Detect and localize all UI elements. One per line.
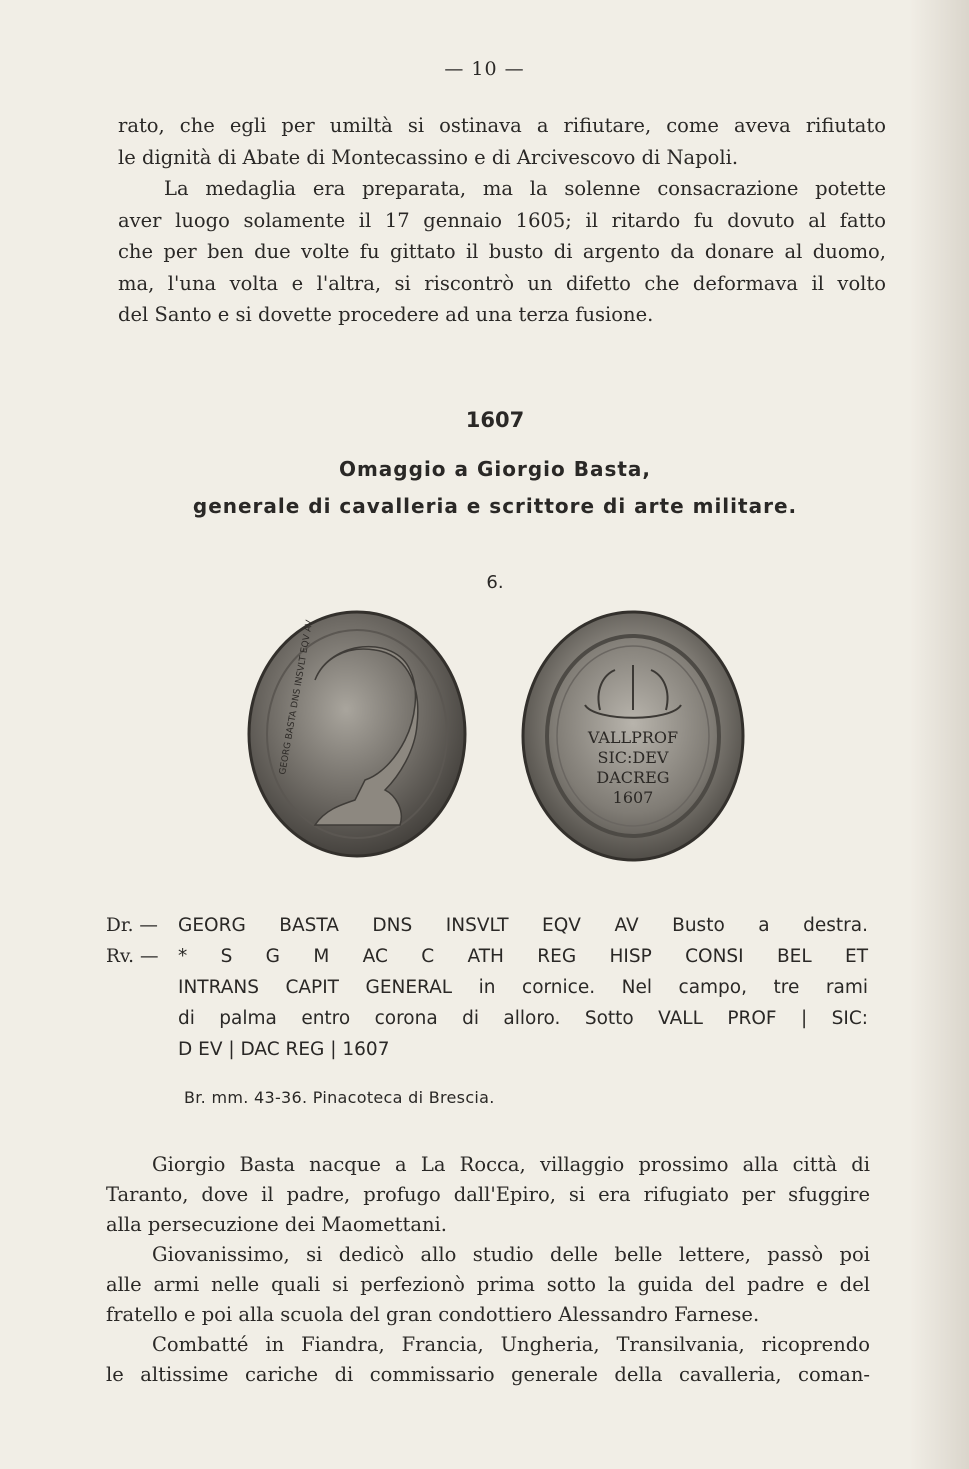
page-edge-shadow (909, 0, 969, 1469)
text-line: La medaglia era preparata, ma la solenne consacrazione potette (164, 177, 886, 200)
text-line: Combatté in Fiandra, Francia, Ungheria, Transilvania, ricoprendo (152, 1333, 870, 1356)
entry-title-line1: Omaggio a Giorgio Basta, (338, 457, 652, 481)
text-line: che per ben due volte fu gittato il busto di argento da donare al duomo, (118, 240, 886, 263)
text-line: alle armi nelle quali si perfezionò prima sotto la guida del padre e del (106, 1273, 870, 1296)
obverse-medal (249, 612, 465, 856)
text-line: alla persecuzione dei Maomettani. (106, 1213, 447, 1236)
row-text: * S G M AC C ATH REG HISP CONSI BEL ET (178, 946, 868, 967)
biography-paragraphs (106, 1150, 870, 1390)
text-line: Giovanissimo, si dedicò allo studio delle belle lettere, passò poi (152, 1243, 870, 1266)
text-line: fratello e poi alla scuola del gran condottiero Alessandro Farnese. (106, 1303, 760, 1326)
reverse-field-line: DACREG (596, 768, 670, 787)
text-line: rato, che egli per umiltà si ostinava a rifiutare, come aveva rifiutato (118, 114, 886, 137)
reverse-field-line: SIC:DEV (597, 748, 669, 767)
reverse-field-line: VALLPROF (587, 728, 679, 747)
text-line: del Santo e si dovette procedere ad una terza fusione. (118, 303, 654, 326)
row-label: Rv. — (106, 946, 159, 967)
row-text: GEORG BASTA DNS INSVLT EQV AV Busto a destra. (178, 915, 868, 936)
text-line: le altissime cariche di commissario generale della cavalleria, coman- (106, 1363, 870, 1386)
text-line: le dignità di Abate di Montecassino e di Arcivescovo di Napoli. (118, 145, 739, 169)
reverse-field-line: 1607 (612, 788, 654, 807)
obverse-legend: GEORG BASTA DNS INSVLT EQV AV (278, 619, 316, 776)
entry-year: 1607 (465, 408, 525, 432)
text-line: aver luogo solamente il 17 gennaio 1605; il ritardo fu dovuto al fatto (118, 208, 886, 232)
entry-title-line2: generale di cavalleria e scrittore di arte militare. (192, 494, 798, 518)
row-text: di palma entro corona di alloro. Sotto VALL PROF | SIC: (178, 1008, 868, 1029)
text-line: Giorgio Basta nacque a La Rocca, villaggio prossimo alla città di (152, 1153, 870, 1176)
row-text: D EV | DAC REG | 1607 (178, 1039, 390, 1060)
row-label: Dr. — (106, 915, 158, 936)
text-line: Taranto, dove il padre, profugo dall'Epiro, si era rifugiato per sfuggire (106, 1183, 870, 1206)
entry-number: 6. (486, 572, 504, 593)
medal-photograph (245, 610, 745, 870)
intro-paragraph (118, 110, 886, 331)
medal-source-note: Br. mm. 43-36. Pinacoteca di Brescia. (184, 1088, 495, 1107)
text-line: ma, l'una volta e l'altra, si riscontrò un difetto che deformava il volto (118, 271, 886, 295)
page-number: — 10 — (444, 58, 525, 80)
row-text: INTRANS CAPIT GENERAL in cornice. Nel campo, tre rami (178, 977, 868, 998)
reverse-medal (523, 612, 743, 860)
